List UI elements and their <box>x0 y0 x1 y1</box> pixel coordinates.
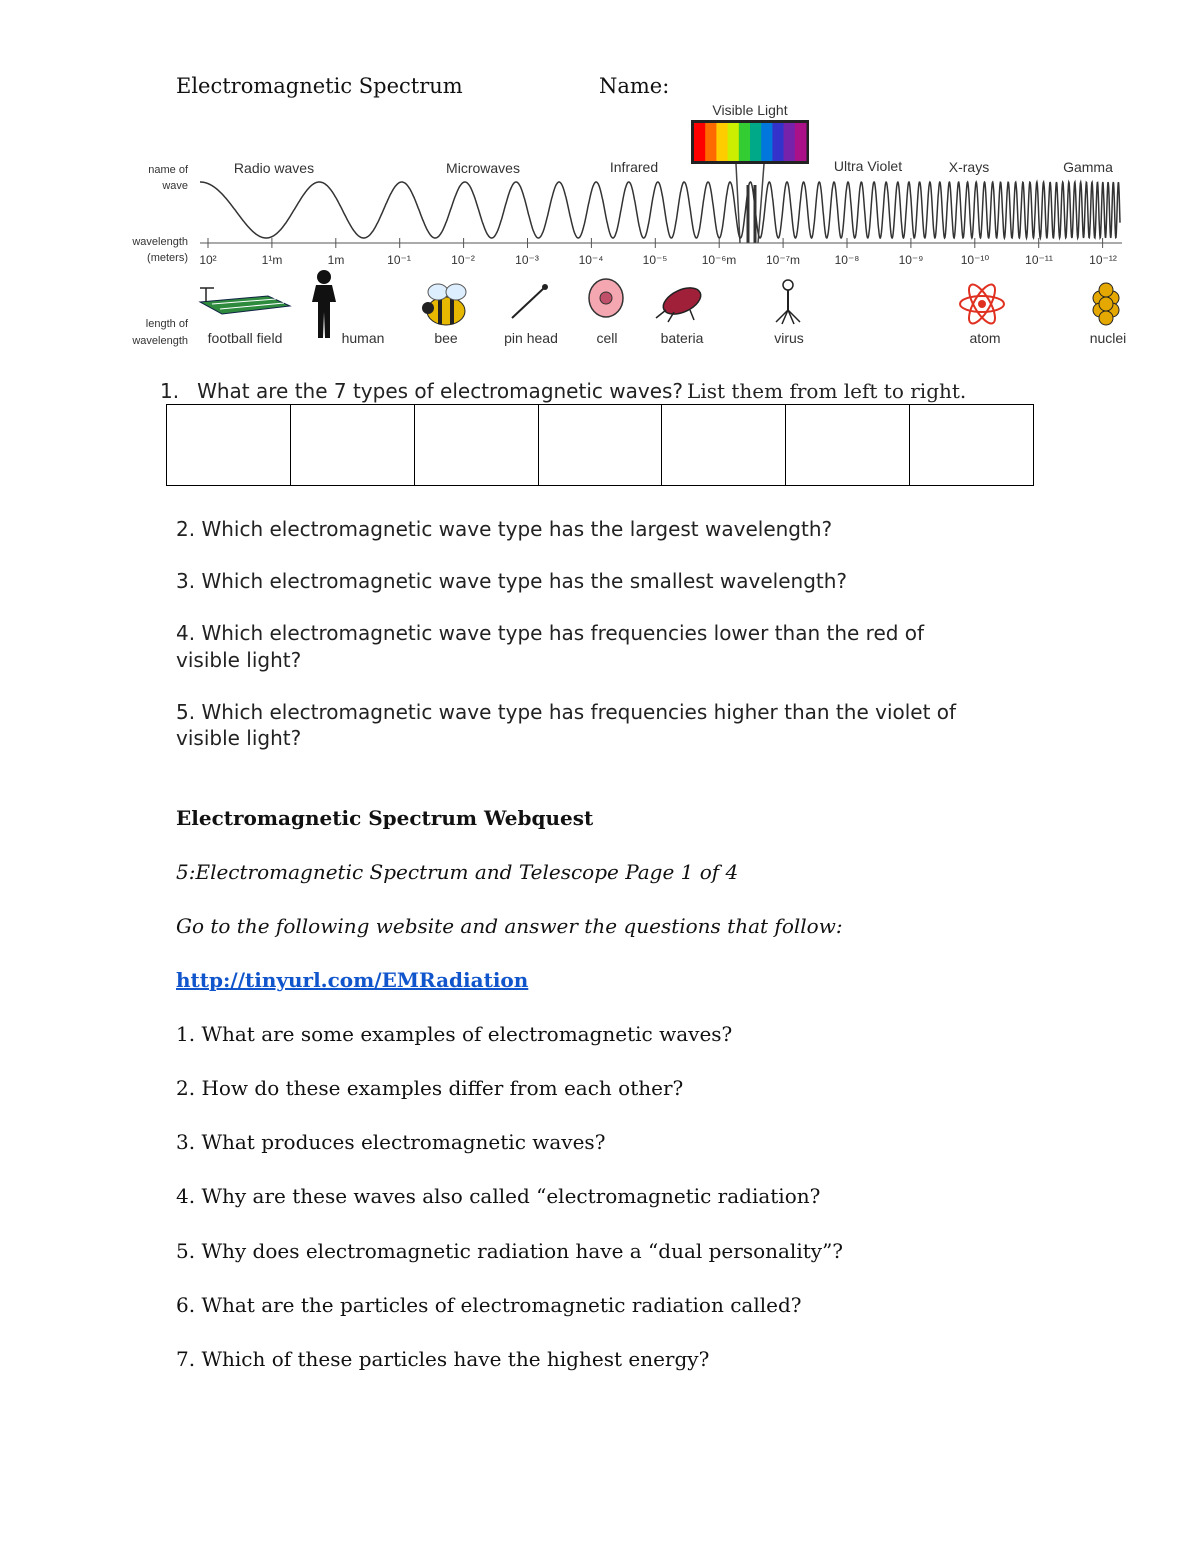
visible-color-band <box>761 123 773 161</box>
scale-label: 10⁻³ <box>515 253 539 267</box>
object-label-cell: cell <box>596 330 618 346</box>
object-label-pin-head: pin head <box>504 330 558 346</box>
scale-label: 1m <box>327 253 345 267</box>
football-field-icon <box>200 288 290 314</box>
scale-label: 10⁻¹¹ <box>1025 253 1053 267</box>
question-4-line-2: visible light? <box>176 648 302 672</box>
question-1-number: 1. <box>160 379 180 403</box>
webquest-question-2: 2. How do these examples differ from each other? <box>176 1076 684 1100</box>
scale-label: 10⁻⁴ <box>578 253 604 267</box>
virus-icon <box>776 280 800 324</box>
answer-cell[interactable] <box>539 405 663 485</box>
question-4-line-1: 4. Which electromagnetic wave type has frequencies lower than the red of <box>176 621 925 645</box>
row-label-name-1: name of <box>148 164 188 176</box>
name-label: Name: <box>599 74 670 98</box>
object-label-bacteria: bateria <box>660 330 704 346</box>
webquest-question-4: 4. Why are these waves also called “electromagnetic radiation? <box>176 1184 821 1208</box>
atom-icon <box>960 281 1004 327</box>
scale-label: 10⁻² <box>451 253 475 267</box>
visible-color-band <box>694 123 706 161</box>
scale-label: 10² <box>199 253 217 267</box>
webquest-question-1: 1. What are some examples of electromagnetic waves? <box>176 1022 733 1046</box>
question-5-line-1: 5. Which electromagnetic wave type has frequencies higher than the violet of <box>176 700 957 724</box>
scale-label: 10⁻⁸ <box>834 253 860 267</box>
visible-color-band <box>795 123 807 161</box>
visible-light-label: Visible Light <box>712 102 788 118</box>
question-1 <box>160 379 966 403</box>
visible-color-band <box>705 123 717 161</box>
webquest-question-7: 7. Which of these particles have the highest energy? <box>176 1347 710 1371</box>
visible-light-spectrum <box>694 123 807 161</box>
spectrum-diagram <box>0 0 1200 360</box>
answer-cell[interactable] <box>910 405 1033 485</box>
wave-name-infrared: Infrared <box>609 159 659 175</box>
visible-color-band <box>739 123 751 161</box>
pin-head-icon <box>512 284 548 318</box>
visible-color-band <box>728 123 740 161</box>
object-label-atom: atom <box>969 330 1001 346</box>
wave-name-ultraviolet: Ultra Violet <box>833 158 903 174</box>
question-5-line-2: visible light? <box>176 726 302 750</box>
wave-name-gamma: Gamma <box>1063 159 1113 175</box>
wave-name-microwaves: Microwaves <box>446 160 520 176</box>
question-1-text: What are the 7 types of electromagnetic waves? <box>197 379 684 403</box>
webquest-subtitle: 5:Electromagnetic Spectrum and Telescope Page 1 of 4 <box>176 860 739 884</box>
visible-color-band <box>784 123 796 161</box>
wave-name-radio: Radio waves <box>233 160 315 176</box>
object-label-virus: virus <box>774 330 804 346</box>
bee-icon <box>422 284 466 325</box>
webquest-link[interactable]: http://tinyurl.com/EMRadiation <box>176 968 529 992</box>
webquest-question-3: 3. What produces electromagnetic waves? <box>176 1130 606 1154</box>
scale-label: 10⁻⁶m <box>701 253 737 267</box>
visible-color-band <box>716 123 728 161</box>
webquest-question-6: 6. What are the particles of electromagnetic radiation called? <box>176 1293 802 1317</box>
scale-label: 10⁻⁹ <box>898 253 924 267</box>
row-label-name-2: wave <box>162 180 188 192</box>
object-label-football-field: football field <box>207 330 283 346</box>
row-label-wavelength-2: (meters) <box>147 252 188 264</box>
scale-label: 10⁻⁵ <box>642 253 668 267</box>
answer-cell[interactable] <box>167 405 291 485</box>
worksheet-title: Electromagnetic Spectrum <box>176 74 463 98</box>
wave-name-xrays: X-rays <box>948 159 990 175</box>
scale-label: 10⁻¹ <box>387 253 411 267</box>
webquest-question-5: 5. Why does electromagnetic radiation have a “dual personality”? <box>176 1239 844 1263</box>
object-label-human: human <box>341 330 385 346</box>
question-3: 3. Which electromagnetic wave type has the smallest wavelength? <box>176 569 848 593</box>
answer-cell[interactable] <box>662 405 786 485</box>
object-label-bee: bee <box>434 330 458 346</box>
row-label-length-2: wavelength <box>132 335 188 347</box>
question-2: 2. Which electromagnetic wave type has the largest wavelength? <box>176 517 833 541</box>
answer-cell[interactable] <box>415 405 539 485</box>
scale-label: 10⁻⁷m <box>765 253 801 267</box>
scale-label: 10⁻¹⁰ <box>960 253 990 267</box>
cell-icon <box>589 279 623 317</box>
object-label-nuclei: nuclei <box>1089 330 1127 346</box>
answer-cell[interactable] <box>291 405 415 485</box>
webquest-instruction: Go to the following website and answer the questions that follow: <box>176 914 843 938</box>
question-1-tail: List them from left to right. <box>687 379 967 403</box>
scale-label: 1¹m <box>261 253 283 267</box>
row-label-wavelength-1: wavelength <box>132 236 188 248</box>
webquest-title: Electromagnetic Spectrum Webquest <box>176 806 594 830</box>
visible-color-band <box>772 123 784 161</box>
nuclei-icon <box>1093 283 1119 325</box>
human-icon <box>312 270 336 338</box>
visible-color-band <box>750 123 762 161</box>
answer-grid <box>166 404 1034 486</box>
bacteria-icon <box>656 283 705 322</box>
row-label-length-1: length of <box>145 318 188 330</box>
answer-cell[interactable] <box>786 405 910 485</box>
scale-label: 10⁻¹² <box>1089 253 1117 267</box>
wave-curve <box>200 182 1120 238</box>
